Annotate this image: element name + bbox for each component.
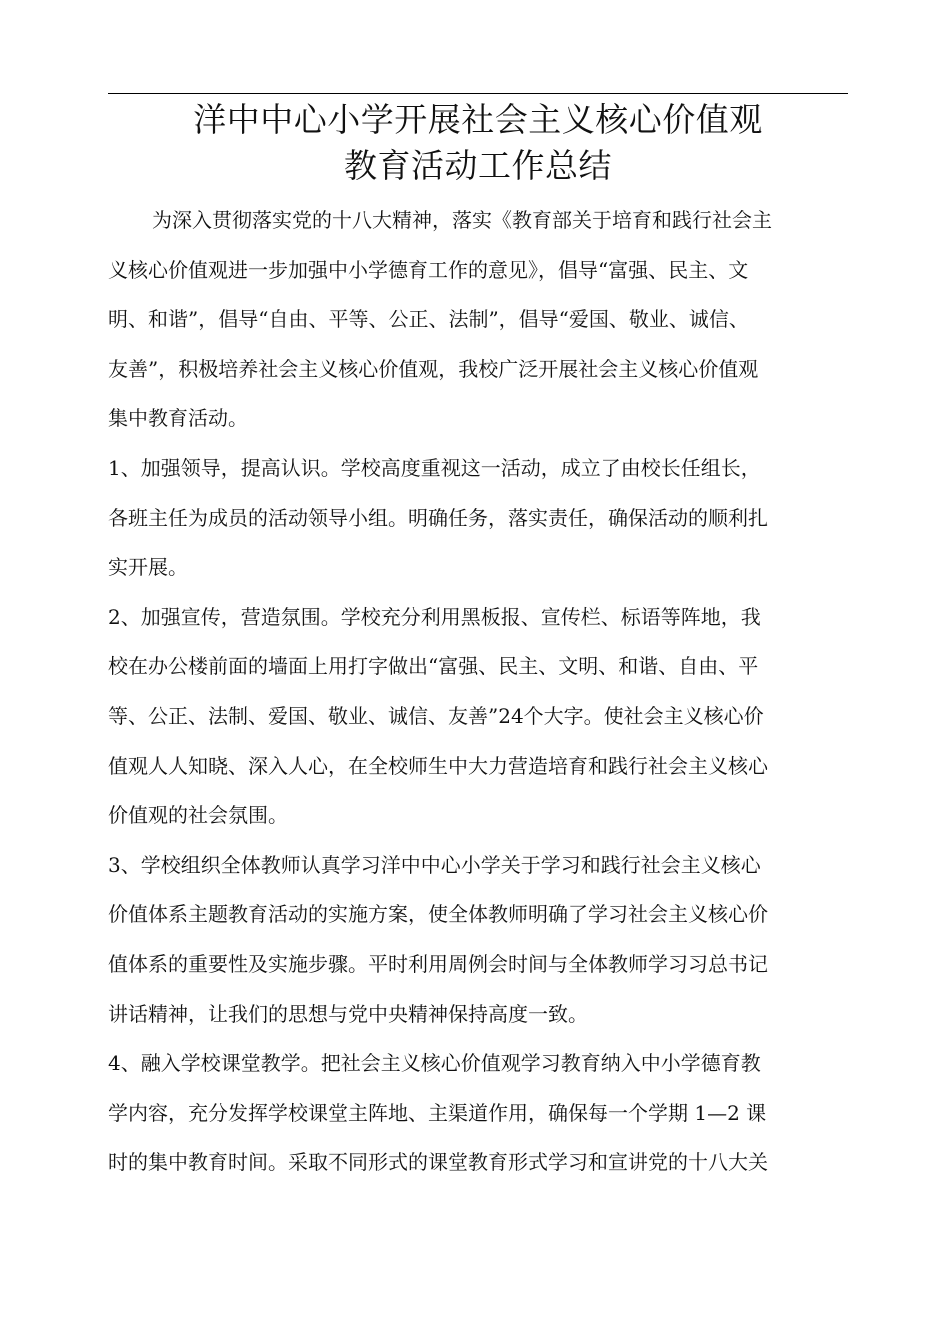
text-line: 校在办公楼前面的墙面上用打字做出“富强、民主、文明、和谐、自由、平 (108, 654, 759, 679)
text-line: 价值观的社会氛围。 (108, 803, 288, 828)
text-line: 时的集中教育时间。采取不同形式的课堂教育形式学习和宣讲党的十八大关 (108, 1150, 768, 1175)
text-line: 义核心价值观进一步加强中小学德育工作的意见》，倡导“富强、民主、文 (108, 257, 749, 282)
text-line: 1、加强领导，提高认识。学校高度重视这一活动，成立了由校长任组长， (108, 455, 761, 480)
text-line: 学内容，充分发挥学校课堂主阵地、主渠道作用，确保每一个学期 1—2 课 (108, 1100, 767, 1125)
text-line: 4、融入学校课堂教学。把社会主义核心价值观学习教育纳入中小学德育教 (108, 1051, 761, 1076)
document-body (108, 202, 848, 1194)
text-line: 为深入贯彻落实党的十八大精神，落实《教育部关于培育和践行社会主 (152, 208, 772, 232)
text-line: 明、和谐”，倡导“自由、平等、公正、法制”，倡导“爱国、敬业、诚信、 (108, 307, 749, 332)
text-line: 等、公正、法制、爱国、敬业、诚信、友善”24个大字。使社会主义核心价 (108, 703, 764, 728)
text-line: 价值体系主题教育活动的实施方案，使全体教师明确了学习社会主义核心价 (108, 902, 768, 927)
text-line: 友善”，积极培养社会主义核心价值观，我校广泛开展社会主义核心价值观 (108, 356, 759, 381)
section-4-paragraph (108, 1045, 848, 1194)
text-line: 值观人人知晓、深入人心，在全校师生中大力营造培育和践行社会主义核心 (108, 753, 768, 778)
intro-paragraph (108, 202, 848, 450)
text-line: 集中教育活动。 (108, 406, 248, 431)
text-line: 3、学校组织全体教师认真学习洋中中心小学关于学习和践行社会主义核心 (108, 852, 761, 877)
page-title-line-1: 洋中中心小学开展社会主义核心价值观 (193, 100, 763, 139)
page-title-line-2: 教育活动工作总结 (344, 146, 612, 185)
text-line: 各班主任为成员的活动领导小组。明确任务，落实责任，确保活动的顺利扎 (108, 505, 768, 530)
section-3-paragraph (108, 847, 848, 1045)
text-line: 实开展。 (108, 555, 188, 580)
text-line: 值体系的重要性及实施步骤。平时利用周例会时间与全体教师学习习总书记 (108, 951, 768, 976)
text-line: 2、加强宣传，营造氛围。学校充分利用黑板报、宣传栏、标语等阵地，我 (108, 604, 761, 629)
section-1-paragraph (108, 450, 848, 599)
header-rule (108, 93, 848, 94)
text-line: 讲话精神，让我们的思想与党中央精神保持高度一致。 (108, 1001, 588, 1026)
section-2-paragraph (108, 599, 848, 847)
